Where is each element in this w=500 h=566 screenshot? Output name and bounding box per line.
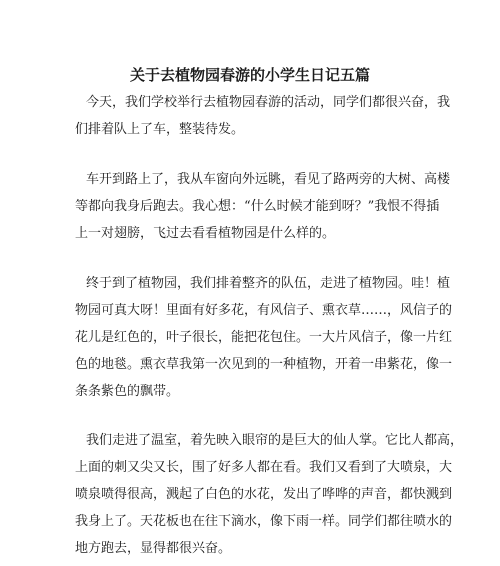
paragraph-3: [75, 270, 453, 405]
paragraph-line: 终于到了植物园，我们排着整齐的队伍，走进了植物园。哇！植: [86, 276, 451, 291]
paragraph-line: 上一对翅膀，飞过去看看植物园是什么样的。: [75, 226, 336, 241]
paragraph-line: 们排着队上了车，整装待发。: [75, 122, 245, 137]
paragraph-line: 车开到路上了，我从车窗向外远眺，看见了路两旁的大树、高楼: [86, 172, 451, 187]
paragraph-line: 色的地毯。熏衣草我第一次见到的一种植物，开着一串紫花，像一: [75, 357, 453, 372]
paragraph-line: 我们走进了温室，着先映入眼帘的是巨大的仙人掌。它比人都高，: [86, 433, 464, 448]
paragraph-line: 物园可真大呀！里面有好多花，有风信子、熏衣草……，风信子的: [75, 303, 453, 318]
paragraph-line: 花儿是红色的，叶子很长，能把花包住。一大片风信子，像一片红: [75, 330, 453, 345]
paragraph-4: [75, 427, 464, 562]
paragraph-1: [75, 89, 451, 143]
paragraph-2: [75, 166, 451, 247]
document-title: 关于去植物园春游的小学生日记五篇: [129, 66, 370, 84]
paragraph-line: 我身上了。天花板也在往下滴水，像下雨一样。同学们都往喷水的: [75, 514, 453, 529]
paragraph-line: 今天，我们学校举行去植物园春游的活动，同学们都很兴奋，我: [86, 95, 451, 110]
paragraph-line: 等都向我身后跑去。我心想：“什么时候才能到呀？”我恨不得插: [75, 199, 440, 214]
paragraph-line: 喷泉喷得很高，溅起了白色的水花，发出了哗哗的声音，都快溅到: [75, 487, 453, 502]
paragraph-line: 条条紫色的飘带。: [75, 384, 180, 399]
paragraph-line: 地方跑去，显得都很兴奋。: [75, 541, 232, 556]
paragraph-line: 上面的刺又尖又长，围了好多人都在看。我们又看到了大喷泉，大: [75, 460, 453, 475]
